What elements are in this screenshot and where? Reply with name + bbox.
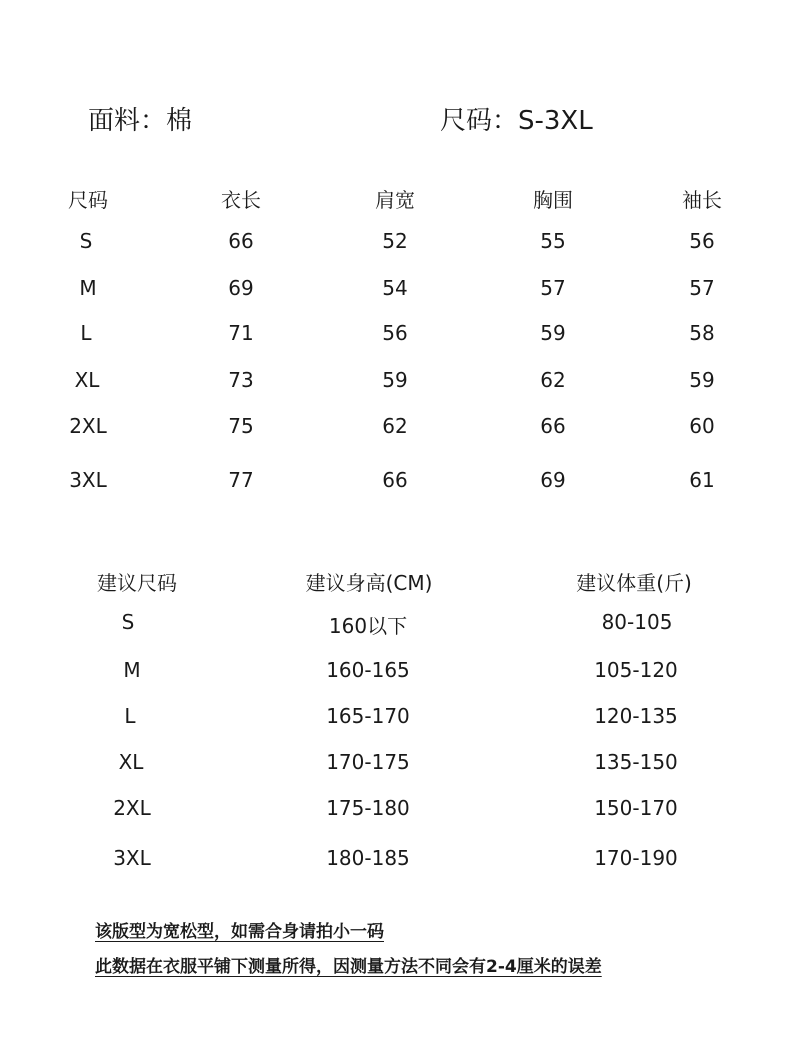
table-cell: XL xyxy=(74,368,100,392)
table-cell: S xyxy=(121,610,135,634)
table-cell: 175-180 xyxy=(326,796,410,820)
table-cell: 160以下 xyxy=(328,614,408,638)
table-cell: 165-170 xyxy=(326,704,410,728)
table-cell: 73 xyxy=(228,368,254,392)
column-header: 肩宽 xyxy=(375,188,415,212)
table-cell: 71 xyxy=(228,321,254,345)
table-cell: 55 xyxy=(540,229,566,253)
table-cell: 57 xyxy=(540,276,566,300)
table-cell: 62 xyxy=(540,368,566,392)
table-cell: M xyxy=(123,658,141,682)
measurement-note: 此数据在衣服平铺下测量所得，因测量方法不同会有2-4厘米的误差 xyxy=(95,957,602,977)
table-cell: 77 xyxy=(228,468,254,492)
fit-note: 该版型为宽松型，如需合身请拍小一码 xyxy=(95,922,384,942)
table-cell: L xyxy=(80,321,92,345)
table-cell: 2XL xyxy=(113,796,151,820)
table-cell: 56 xyxy=(382,321,408,345)
table-cell: 61 xyxy=(689,468,715,492)
table-cell: 52 xyxy=(382,229,408,253)
table-cell: 56 xyxy=(689,229,715,253)
table-cell: XL xyxy=(118,750,144,774)
table-cell: 54 xyxy=(382,276,408,300)
table-cell: M xyxy=(79,276,97,300)
table-cell: 60 xyxy=(689,414,715,438)
table-cell: 58 xyxy=(689,321,715,345)
table-cell: 3XL xyxy=(69,468,107,492)
column-header: 建议身高(CM) xyxy=(305,571,433,595)
table-cell: 170-175 xyxy=(326,750,410,774)
table-cell: 160-165 xyxy=(326,658,410,682)
table-cell: L xyxy=(124,704,136,728)
table-cell: 105-120 xyxy=(594,658,678,682)
fabric-label: 面料：棉 xyxy=(88,106,193,136)
column-header: 胸围 xyxy=(533,188,573,212)
table-cell: 75 xyxy=(228,414,254,438)
table-cell: 57 xyxy=(689,276,715,300)
table-cell: 59 xyxy=(382,368,408,392)
table-cell: 66 xyxy=(228,229,254,253)
table-cell: 3XL xyxy=(113,846,151,870)
column-header: 建议尺码 xyxy=(97,571,177,595)
table-cell: 120-135 xyxy=(594,704,678,728)
table-cell: 150-170 xyxy=(594,796,678,820)
column-header: 尺码 xyxy=(68,188,108,212)
column-header: 衣长 xyxy=(221,188,261,212)
column-header: 袖长 xyxy=(682,188,722,212)
table-cell: 170-190 xyxy=(594,846,678,870)
table-cell: 135-150 xyxy=(594,750,678,774)
table-cell: 80-105 xyxy=(601,610,673,634)
table-cell: 69 xyxy=(540,468,566,492)
table-cell: 180-185 xyxy=(326,846,410,870)
table-cell: 2XL xyxy=(69,414,107,438)
table-cell: 59 xyxy=(689,368,715,392)
column-header: 建议体重(斤) xyxy=(576,571,692,595)
table-cell: 69 xyxy=(228,276,254,300)
table-cell: S xyxy=(79,229,93,253)
table-cell: 66 xyxy=(382,468,408,492)
table-cell: 62 xyxy=(382,414,408,438)
table-cell: 59 xyxy=(540,321,566,345)
table-cell: 66 xyxy=(540,414,566,438)
size-range-label: 尺码：S-3XL xyxy=(440,106,593,136)
